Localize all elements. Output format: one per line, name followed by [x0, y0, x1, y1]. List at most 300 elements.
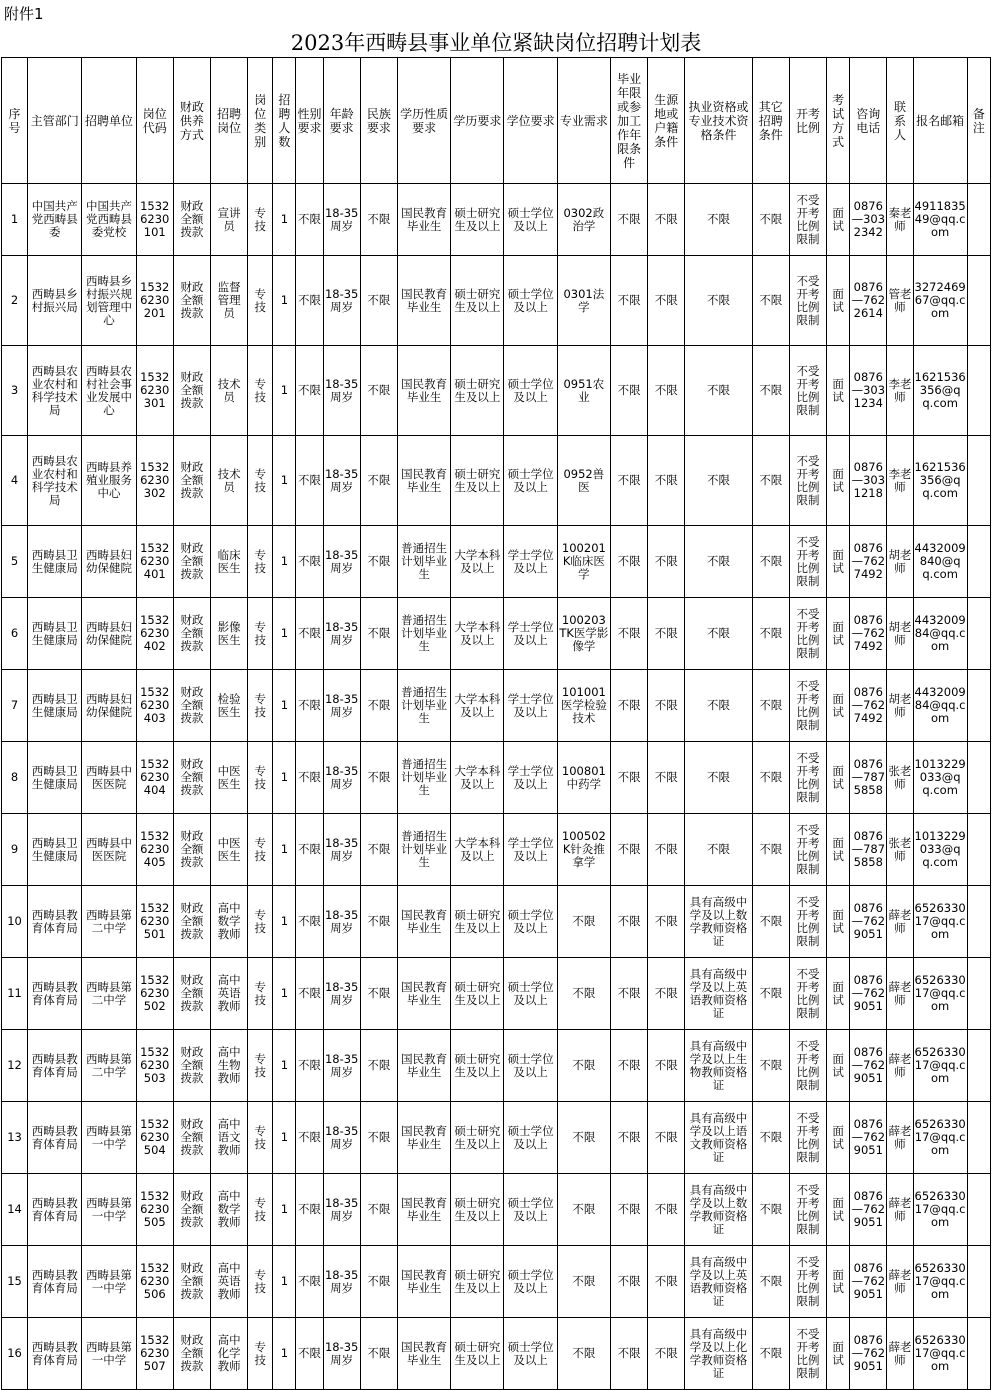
cell-education-type: 国民教育毕业生: [397, 256, 450, 346]
cell-ethnicity: 不限: [360, 526, 397, 598]
cell-education-type: 国民教育毕业生: [397, 886, 450, 958]
cell-funding: 财政全额拨款: [173, 886, 210, 958]
cell-post-type: 专技: [248, 1246, 273, 1318]
cell-post-code: 15326230504: [136, 1102, 173, 1174]
cell-employer: 西畴县第二中学: [82, 1030, 136, 1102]
cell-email: 652633017@qq.com: [913, 1318, 967, 1390]
cell-department: 中国共产党西畴县委: [28, 184, 82, 256]
cell-department: 西畴县卫生健康局: [28, 742, 82, 814]
cell-post-code: 15326230506: [136, 1246, 173, 1318]
cell-phone: 0876—7627492: [850, 598, 887, 670]
cell-major: 0301法学: [557, 256, 610, 346]
cell-qualification: 不限: [685, 184, 752, 256]
cell-exam-ratio: 不受开考比例限制: [789, 670, 826, 742]
cell-phone: 0876—7875858: [850, 814, 887, 886]
cell-exam-method: 面试: [827, 670, 850, 742]
cell-major: 不限: [557, 1030, 610, 1102]
cell-major: 100801中药学: [557, 742, 610, 814]
cell-employer: 西畴县农村社会事业发展中心: [82, 346, 136, 436]
cell-qualification: 具有高级中学及以上化学教师资格证: [685, 1318, 752, 1390]
cell-education: 硕士研究生及以上: [451, 436, 504, 526]
cell-years: 不限: [611, 1030, 648, 1102]
cell-exam-method: 面试: [827, 1318, 850, 1390]
cell-other: 不限: [752, 886, 789, 958]
header-cell: 开考比例: [789, 58, 826, 184]
table-row: [2, 1318, 991, 1390]
cell-index: 5: [2, 526, 28, 598]
cell-funding: 财政全额拨款: [173, 814, 210, 886]
cell-education: 硕士研究生及以上: [451, 346, 504, 436]
cell-education: 大学本科及以上: [451, 526, 504, 598]
cell-department: 西畴县教育体育局: [28, 1030, 82, 1102]
cell-post-code: 15326230301: [136, 346, 173, 436]
cell-degree: 学士学位及以上: [504, 742, 557, 814]
cell-gender: 不限: [296, 1318, 323, 1390]
cell-employer: 中国共产党西畴县委党校: [82, 184, 136, 256]
cell-origin: 不限: [648, 526, 685, 598]
cell-remarks: [967, 1174, 990, 1246]
cell-years: 不限: [611, 184, 648, 256]
cell-funding: 财政全额拨款: [173, 346, 210, 436]
cell-major: 100203TK医学影像学: [557, 598, 610, 670]
cell-contact: 薛老师: [887, 1030, 913, 1102]
cell-exam-ratio: 不受开考比例限制: [789, 886, 826, 958]
cell-exam-method: 面试: [827, 1174, 850, 1246]
cell-age: 18-35周岁: [323, 814, 360, 886]
cell-origin: 不限: [648, 814, 685, 886]
cell-education-type: 国民教育毕业生: [397, 346, 450, 436]
header-cell: 执业资格或专业技术资格条件: [685, 58, 752, 184]
cell-index: 10: [2, 886, 28, 958]
cell-age: 18-35周岁: [323, 670, 360, 742]
cell-remarks: [967, 256, 990, 346]
cell-education: 硕士研究生及以上: [451, 256, 504, 346]
cell-email: 652633017@qq.com: [913, 1246, 967, 1318]
cell-post: 高中生物教师: [211, 1030, 248, 1102]
table-row: [2, 814, 991, 886]
cell-other: 不限: [752, 1318, 789, 1390]
cell-remarks: [967, 1318, 990, 1390]
cell-exam-method: 面试: [827, 598, 850, 670]
cell-degree: 学士学位及以上: [504, 598, 557, 670]
cell-degree: 硕士学位及以上: [504, 886, 557, 958]
cell-phone: 0876—7629051: [850, 1318, 887, 1390]
cell-post-code: 15326230501: [136, 886, 173, 958]
cell-education-type: 国民教育毕业生: [397, 1318, 450, 1390]
cell-origin: 不限: [648, 670, 685, 742]
header-cell: 咨询电话: [850, 58, 887, 184]
cell-gender: 不限: [296, 814, 323, 886]
cell-funding: 财政全额拨款: [173, 1246, 210, 1318]
cell-qualification: 不限: [685, 742, 752, 814]
cell-headcount: 1: [273, 346, 296, 436]
cell-years: 不限: [611, 1174, 648, 1246]
cell-other: 不限: [752, 346, 789, 436]
cell-index: 4: [2, 436, 28, 526]
cell-email: 652633017@qq.com: [913, 958, 967, 1030]
cell-remarks: [967, 184, 990, 256]
cell-gender: 不限: [296, 886, 323, 958]
cell-exam-ratio: 不受开考比例限制: [789, 742, 826, 814]
cell-origin: 不限: [648, 1318, 685, 1390]
cell-origin: 不限: [648, 256, 685, 346]
cell-qualification: 不限: [685, 346, 752, 436]
cell-headcount: 1: [273, 886, 296, 958]
cell-department: 西畴县教育体育局: [28, 1246, 82, 1318]
cell-index: 6: [2, 598, 28, 670]
cell-gender: 不限: [296, 670, 323, 742]
cell-major: 不限: [557, 1318, 610, 1390]
cell-contact: 胡老师: [887, 526, 913, 598]
cell-qualification: 具有高级中学及以上生物教师资格证: [685, 1030, 752, 1102]
cell-degree: 学士学位及以上: [504, 814, 557, 886]
cell-origin: 不限: [648, 184, 685, 256]
cell-funding: 财政全额拨款: [173, 436, 210, 526]
cell-contact: 李老师: [887, 346, 913, 436]
cell-qualification: 具有高级中学及以上数学教师资格证: [685, 1174, 752, 1246]
cell-department: 西畴县教育体育局: [28, 1174, 82, 1246]
cell-other: 不限: [752, 742, 789, 814]
cell-major: 不限: [557, 958, 610, 1030]
cell-headcount: 1: [273, 1318, 296, 1390]
cell-gender: 不限: [296, 346, 323, 436]
cell-index: 9: [2, 814, 28, 886]
cell-phone: 0876—7629051: [850, 1246, 887, 1318]
cell-ethnicity: 不限: [360, 1318, 397, 1390]
cell-email: 443200984@qq.com: [913, 598, 967, 670]
cell-origin: 不限: [648, 436, 685, 526]
cell-post-type: 专技: [248, 1174, 273, 1246]
cell-post: 技术员: [211, 346, 248, 436]
cell-exam-ratio: 不受开考比例限制: [789, 184, 826, 256]
cell-degree: 学士学位及以上: [504, 670, 557, 742]
cell-years: 不限: [611, 1318, 648, 1390]
cell-headcount: 1: [273, 742, 296, 814]
cell-education: 硕士研究生及以上: [451, 1318, 504, 1390]
cell-ethnicity: 不限: [360, 1102, 397, 1174]
cell-funding: 财政全额拨款: [173, 1318, 210, 1390]
cell-age: 18-35周岁: [323, 742, 360, 814]
cell-headcount: 1: [273, 1030, 296, 1102]
cell-age: 18-35周岁: [323, 1030, 360, 1102]
cell-exam-method: 面试: [827, 1246, 850, 1318]
cell-employer: 西畴县妇幼保健院: [82, 526, 136, 598]
cell-exam-method: 面试: [827, 886, 850, 958]
cell-remarks: [967, 598, 990, 670]
cell-gender: 不限: [296, 598, 323, 670]
cell-contact: 薛老师: [887, 1318, 913, 1390]
header-cell: 生源地或户籍条件: [648, 58, 685, 184]
cell-post: 临床医生: [211, 526, 248, 598]
cell-origin: 不限: [648, 346, 685, 436]
cell-exam-ratio: 不受开考比例限制: [789, 436, 826, 526]
cell-ethnicity: 不限: [360, 958, 397, 1030]
cell-post: 高中语文教师: [211, 1102, 248, 1174]
cell-email: 327246967@qq.com: [913, 256, 967, 346]
cell-contact: 薛老师: [887, 958, 913, 1030]
cell-email: 652633017@qq.com: [913, 886, 967, 958]
cell-post-type: 专技: [248, 1030, 273, 1102]
cell-ethnicity: 不限: [360, 1174, 397, 1246]
header-cell: 性别要求: [296, 58, 323, 184]
cell-index: 7: [2, 670, 28, 742]
cell-ethnicity: 不限: [360, 184, 397, 256]
header-cell: 其它招聘条件: [752, 58, 789, 184]
cell-years: 不限: [611, 1246, 648, 1318]
cell-years: 不限: [611, 346, 648, 436]
cell-ethnicity: 不限: [360, 1246, 397, 1318]
cell-education-type: 国民教育毕业生: [397, 1030, 450, 1102]
cell-education: 大学本科及以上: [451, 670, 504, 742]
cell-exam-method: 面试: [827, 958, 850, 1030]
cell-contact: 薛老师: [887, 1174, 913, 1246]
cell-age: 18-35周岁: [323, 1102, 360, 1174]
cell-post-type: 专技: [248, 346, 273, 436]
cell-qualification: 不限: [685, 598, 752, 670]
cell-education: 硕士研究生及以上: [451, 1174, 504, 1246]
cell-post: 影像医生: [211, 598, 248, 670]
cell-other: 不限: [752, 526, 789, 598]
cell-post-code: 15326230201: [136, 256, 173, 346]
cell-age: 18-35周岁: [323, 1246, 360, 1318]
cell-education: 大学本科及以上: [451, 742, 504, 814]
cell-post: 高中化学教师: [211, 1318, 248, 1390]
header-cell: 联系人: [887, 58, 913, 184]
header-cell: 岗位类别: [248, 58, 273, 184]
cell-funding: 财政全额拨款: [173, 1102, 210, 1174]
cell-exam-ratio: 不受开考比例限制: [789, 814, 826, 886]
cell-phone: 0876—7627492: [850, 670, 887, 742]
cell-other: 不限: [752, 670, 789, 742]
cell-education: 硕士研究生及以上: [451, 958, 504, 1030]
table-row: [2, 1030, 991, 1102]
cell-email: 652633017@qq.com: [913, 1102, 967, 1174]
header-cell: 备注: [967, 58, 990, 184]
cell-post: 高中数学教师: [211, 886, 248, 958]
cell-gender: 不限: [296, 1174, 323, 1246]
cell-years: 不限: [611, 742, 648, 814]
cell-degree: 硕士学位及以上: [504, 1318, 557, 1390]
cell-headcount: 1: [273, 958, 296, 1030]
header-cell: 序号: [2, 58, 28, 184]
cell-other: 不限: [752, 814, 789, 886]
cell-employer: 西畴县第一中学: [82, 1174, 136, 1246]
cell-ethnicity: 不限: [360, 346, 397, 436]
cell-headcount: 1: [273, 526, 296, 598]
header-row: [2, 58, 991, 184]
cell-funding: 财政全额拨款: [173, 1030, 210, 1102]
header-cell: 岗位代码: [136, 58, 173, 184]
cell-phone: 0876—7622614: [850, 256, 887, 346]
cell-major: 100201K临床医学: [557, 526, 610, 598]
cell-education: 硕士研究生及以上: [451, 1030, 504, 1102]
cell-index: 12: [2, 1030, 28, 1102]
table-row: [2, 1102, 991, 1174]
table-row: [2, 256, 991, 346]
cell-years: 不限: [611, 256, 648, 346]
cell-exam-method: 面试: [827, 184, 850, 256]
cell-ethnicity: 不限: [360, 814, 397, 886]
cell-email: 443200984@qq.com: [913, 670, 967, 742]
cell-education-type: 国民教育毕业生: [397, 1102, 450, 1174]
cell-degree: 硕士学位及以上: [504, 1246, 557, 1318]
cell-exam-method: 面试: [827, 346, 850, 436]
cell-email: 4432009840@qq.com: [913, 526, 967, 598]
cell-age: 18-35周岁: [323, 1174, 360, 1246]
cell-post: 技术员: [211, 436, 248, 526]
cell-remarks: [967, 526, 990, 598]
cell-post-type: 专技: [248, 1102, 273, 1174]
cell-phone: 0876—7629051: [850, 1174, 887, 1246]
cell-education-type: 普通招生计划毕业生: [397, 742, 450, 814]
cell-major: 不限: [557, 1102, 610, 1174]
cell-contact: 李老师: [887, 436, 913, 526]
cell-exam-method: 面试: [827, 814, 850, 886]
cell-age: 18-35周岁: [323, 436, 360, 526]
cell-post: 中医医生: [211, 742, 248, 814]
table-body: [2, 184, 991, 1390]
cell-degree: 硕士学位及以上: [504, 1030, 557, 1102]
cell-employer: 西畴县第一中学: [82, 1246, 136, 1318]
cell-funding: 财政全额拨款: [173, 256, 210, 346]
cell-employer: 西畴县第二中学: [82, 958, 136, 1030]
cell-post-type: 专技: [248, 886, 273, 958]
cell-origin: 不限: [648, 598, 685, 670]
cell-post-code: 15326230503: [136, 1030, 173, 1102]
cell-age: 18-35周岁: [323, 1318, 360, 1390]
cell-gender: 不限: [296, 526, 323, 598]
cell-education: 大学本科及以上: [451, 814, 504, 886]
cell-index: 2: [2, 256, 28, 346]
cell-origin: 不限: [648, 1246, 685, 1318]
cell-age: 18-35周岁: [323, 526, 360, 598]
cell-other: 不限: [752, 1030, 789, 1102]
cell-years: 不限: [611, 814, 648, 886]
cell-ethnicity: 不限: [360, 886, 397, 958]
cell-contact: 薛老师: [887, 886, 913, 958]
cell-exam-method: 面试: [827, 1102, 850, 1174]
cell-index: 8: [2, 742, 28, 814]
cell-exam-ratio: 不受开考比例限制: [789, 256, 826, 346]
header-cell: 学历要求: [451, 58, 504, 184]
header-cell: 学位要求: [504, 58, 557, 184]
cell-degree: 硕士学位及以上: [504, 184, 557, 256]
cell-employer: 西畴县妇幼保健院: [82, 598, 136, 670]
cell-department: 西畴县卫生健康局: [28, 526, 82, 598]
cell-index: 1: [2, 184, 28, 256]
cell-degree: 硕士学位及以上: [504, 346, 557, 436]
table-row: [2, 1246, 991, 1318]
cell-headcount: 1: [273, 670, 296, 742]
cell-remarks: [967, 742, 990, 814]
cell-department: 西畴县卫生健康局: [28, 814, 82, 886]
cell-other: 不限: [752, 184, 789, 256]
cell-qualification: 不限: [685, 526, 752, 598]
cell-origin: 不限: [648, 1030, 685, 1102]
cell-education-type: 普通招生计划毕业生: [397, 598, 450, 670]
cell-education: 硕士研究生及以上: [451, 1246, 504, 1318]
header-cell: 招聘单位: [82, 58, 136, 184]
cell-exam-ratio: 不受开考比例限制: [789, 598, 826, 670]
header-cell: 主管部门: [28, 58, 82, 184]
cell-funding: 财政全额拨款: [173, 526, 210, 598]
cell-gender: 不限: [296, 256, 323, 346]
cell-post-type: 专技: [248, 436, 273, 526]
cell-major: 0951农业: [557, 346, 610, 436]
cell-contact: 胡老师: [887, 598, 913, 670]
cell-post-code: 15326230402: [136, 598, 173, 670]
cell-post-type: 专技: [248, 526, 273, 598]
cell-index: 16: [2, 1318, 28, 1390]
cell-department: 西畴县卫生健康局: [28, 670, 82, 742]
cell-email: 652633017@qq.com: [913, 1174, 967, 1246]
cell-phone: 0876—3032342: [850, 184, 887, 256]
cell-years: 不限: [611, 598, 648, 670]
cell-headcount: 1: [273, 1102, 296, 1174]
cell-ethnicity: 不限: [360, 1030, 397, 1102]
cell-phone: 0876—7629051: [850, 1030, 887, 1102]
cell-qualification: 具有高级中学及以上英语教师资格证: [685, 1246, 752, 1318]
cell-exam-ratio: 不受开考比例限制: [789, 1174, 826, 1246]
cell-qualification: 具有高级中学及以上语文教师资格证: [685, 1102, 752, 1174]
cell-degree: 硕士学位及以上: [504, 1174, 557, 1246]
cell-degree: 硕士学位及以上: [504, 958, 557, 1030]
table-row: [2, 886, 991, 958]
cell-post-type: 专技: [248, 670, 273, 742]
cell-post-type: 专技: [248, 958, 273, 1030]
table-row: [2, 346, 991, 436]
cell-contact: 秦老师: [887, 184, 913, 256]
table-row: [2, 742, 991, 814]
cell-department: 西畴县乡村振兴局: [28, 256, 82, 346]
cell-education-type: 普通招生计划毕业生: [397, 670, 450, 742]
cell-ethnicity: 不限: [360, 436, 397, 526]
cell-department: 西畴县教育体育局: [28, 886, 82, 958]
header-cell: 学历性质要求: [397, 58, 450, 184]
cell-contact: 张老师: [887, 742, 913, 814]
cell-index: 13: [2, 1102, 28, 1174]
cell-contact: 管老师: [887, 256, 913, 346]
cell-age: 18-35周岁: [323, 598, 360, 670]
cell-department: 西畴县教育体育局: [28, 958, 82, 1030]
cell-post-code: 15326230502: [136, 958, 173, 1030]
cell-age: 18-35周岁: [323, 256, 360, 346]
cell-headcount: 1: [273, 1246, 296, 1318]
cell-gender: 不限: [296, 958, 323, 1030]
cell-remarks: [967, 1102, 990, 1174]
cell-degree: 学士学位及以上: [504, 526, 557, 598]
cell-email: 491183549@qq.com: [913, 184, 967, 256]
cell-age: 18-35周岁: [323, 184, 360, 256]
cell-degree: 硕士学位及以上: [504, 1102, 557, 1174]
cell-phone: 0876—7627492: [850, 526, 887, 598]
cell-post-code: 15326230401: [136, 526, 173, 598]
cell-education-type: 国民教育毕业生: [397, 184, 450, 256]
cell-education-type: 普通招生计划毕业生: [397, 814, 450, 886]
cell-headcount: 1: [273, 436, 296, 526]
cell-employer: 西畴县第二中学: [82, 886, 136, 958]
cell-degree: 硕士学位及以上: [504, 436, 557, 526]
cell-exam-ratio: 不受开考比例限制: [789, 1318, 826, 1390]
table-row: [2, 1174, 991, 1246]
cell-education-type: 国民教育毕业生: [397, 436, 450, 526]
cell-origin: 不限: [648, 742, 685, 814]
cell-remarks: [967, 346, 990, 436]
cell-post: 检验医生: [211, 670, 248, 742]
cell-origin: 不限: [648, 886, 685, 958]
cell-post-code: 15326230405: [136, 814, 173, 886]
cell-gender: 不限: [296, 1030, 323, 1102]
